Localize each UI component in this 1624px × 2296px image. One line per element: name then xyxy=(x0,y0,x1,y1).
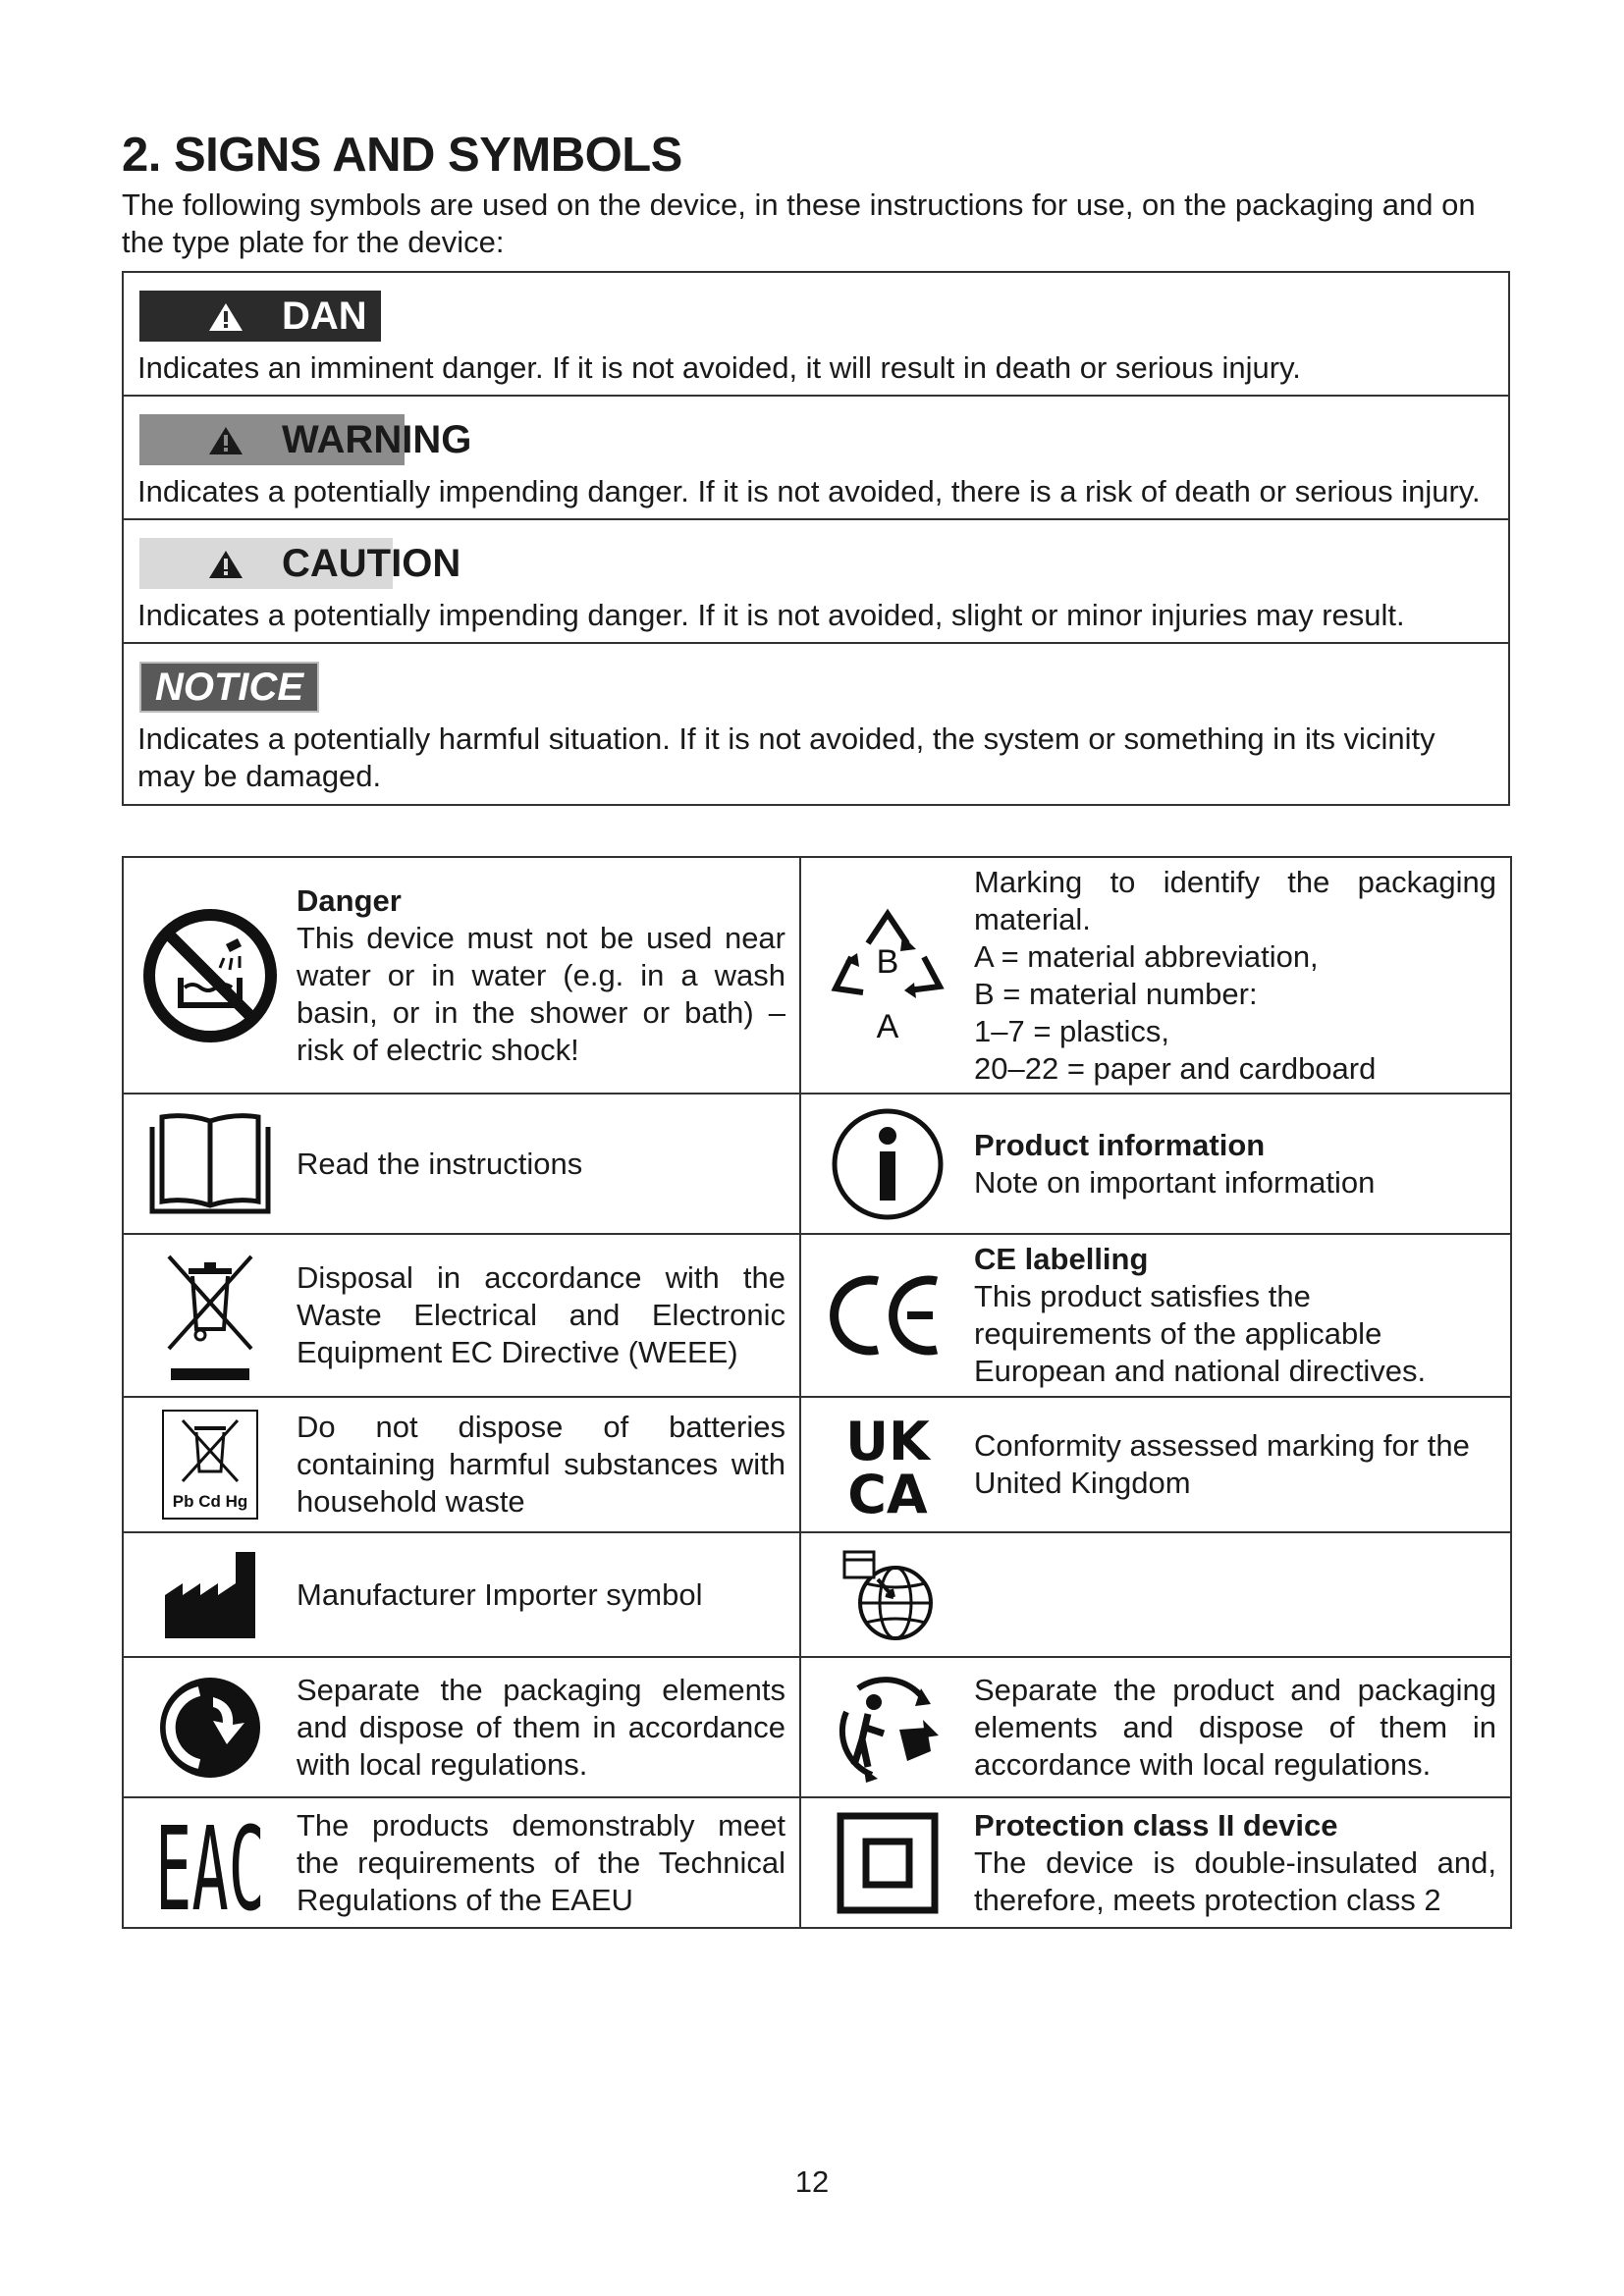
product-info-title: Product information xyxy=(974,1127,1266,1162)
table-row xyxy=(123,1397,1511,1532)
table-cell xyxy=(800,1397,1511,1532)
importer-globe-icon xyxy=(801,1546,974,1644)
eac-icon xyxy=(124,1800,297,1937)
warning-triangle-icon xyxy=(208,550,244,579)
batteries-text: Do not dispose of batteries containing harmful substances with household waste xyxy=(297,1410,785,1519)
recycling-line: Marking to identify the packaging material. xyxy=(974,864,1496,936)
table-cell xyxy=(800,1234,1511,1397)
table-row xyxy=(123,857,1511,1094)
intro-text: The following symbols are used on the device, in these instructions for use, on the packaging and on the type plate for the device: xyxy=(122,187,1476,259)
separate-product-text: Separate the product and packaging elements and dispose of them in accordance with local regulations. xyxy=(974,1672,1496,1782)
green-dot-text: Separate the packaging elements and dispose of them in accordance with local regulations. xyxy=(297,1672,785,1782)
table-row xyxy=(123,1094,1511,1234)
table-cell xyxy=(123,1657,800,1797)
danger-symbol-text: This device must not be used near water or in water (e.g. in a wash basin, or in the shower or bath) – risk of electric shock! xyxy=(297,920,785,1067)
recycling-b-label: B xyxy=(876,942,899,981)
caution-description: Indicates a potentially impending danger. If it is not avoided, slight or minor injuries may result. xyxy=(137,598,1405,632)
ce-mark-icon xyxy=(801,1271,974,1360)
table-cell xyxy=(123,857,800,1094)
crossed-bin-icon xyxy=(124,1247,297,1384)
danger-word: DAN xyxy=(282,294,367,338)
warning-triangle-icon xyxy=(208,302,244,332)
table-cell xyxy=(800,1797,1511,1928)
recycle-person-icon xyxy=(801,1669,974,1787)
table-cell xyxy=(123,1234,800,1397)
recycling-line: B = material number: xyxy=(974,976,1258,1011)
signal-words-box xyxy=(122,271,1510,806)
table-cell xyxy=(800,857,1511,1094)
page-number: 12 xyxy=(794,2164,830,2199)
recycling-line: 1–7 = plastics, xyxy=(974,1013,1170,1048)
table-cell xyxy=(123,1397,800,1532)
green-dot-icon xyxy=(124,1674,297,1782)
warning-description: Indicates a potentially impending danger. If it is not avoided, there is a risk of death or serious injury. xyxy=(137,474,1481,508)
recycling-a-label: A xyxy=(876,1007,899,1045)
manufacturer-text: Manufacturer Importer symbol xyxy=(297,1576,703,1612)
no-water-icon xyxy=(124,907,297,1044)
recycling-line: 20–22 = paper and cardboard xyxy=(974,1050,1377,1086)
table-row xyxy=(123,1234,1511,1397)
weee-text: Disposal in accordance with the Waste Electrical and Electronic Equipment EC Directive (WEEE) xyxy=(297,1260,785,1369)
read-instructions-text: Read the instructions xyxy=(297,1146,583,1181)
table-cell xyxy=(800,1532,1511,1657)
ukca-icon xyxy=(801,1411,974,1525)
warning-row xyxy=(124,397,1508,520)
caution-word: CAUTION xyxy=(282,542,461,585)
ukca-top-label: UK xyxy=(845,1411,930,1472)
recycling-triangle-icon xyxy=(801,892,974,1059)
product-info-text: Note on important information xyxy=(974,1164,1376,1200)
table-row xyxy=(123,1532,1511,1657)
notice-description: Indicates a potentially harmful situation. If it is not avoided, the system or something in its vicinity may be damaged. xyxy=(137,721,1435,793)
symbols-table xyxy=(122,856,1512,1937)
caution-row xyxy=(124,520,1508,644)
warning-triangle-icon xyxy=(208,426,244,455)
protection-class-title: Protection class II device xyxy=(974,1807,1338,1842)
table-cell xyxy=(123,1797,800,1937)
table-cell xyxy=(123,1094,800,1234)
notice-tag: NOTICE xyxy=(139,662,319,713)
ce-title: CE labelling xyxy=(974,1242,1149,1276)
ukca-bottom-label: CA xyxy=(847,1464,928,1525)
ukca-text: Conformity assessed marking for the United Kingdom xyxy=(974,1428,1470,1500)
danger-description: Indicates an imminent danger. If it is not avoided, it will result in death or serious injury. xyxy=(137,350,1301,385)
danger-row xyxy=(124,273,1508,397)
recycling-line: A = material abbreviation, xyxy=(974,938,1319,974)
eac-label: EAC xyxy=(155,1800,265,1937)
page-title: 2. SIGNS AND SYMBOLS xyxy=(122,129,682,182)
table-row xyxy=(123,1657,1511,1797)
battery-icon-label: Pb Cd Hg xyxy=(172,1492,248,1511)
danger-symbol-title: Danger xyxy=(297,882,402,918)
factory-icon xyxy=(124,1550,297,1640)
battery-bin-icon xyxy=(124,1409,297,1521)
eac-text: The products demonstrably meet the requirements of the Technical Regulations of the EAEU xyxy=(297,1807,785,1917)
notice-row xyxy=(124,644,1508,804)
table-cell xyxy=(123,1532,800,1657)
ce-text: This product satisfies the requirements of the applicable European and national directives. xyxy=(974,1279,1427,1388)
double-square-icon xyxy=(801,1812,974,1914)
table-row xyxy=(123,1797,1511,1928)
warning-word: WARNING xyxy=(282,418,472,461)
info-icon xyxy=(801,1106,974,1222)
table-cell xyxy=(800,1657,1511,1797)
table-cell xyxy=(800,1094,1511,1234)
book-icon xyxy=(124,1109,297,1219)
protection-class-text: The device is double-insulated and, therefore, meets protection class 2 xyxy=(974,1844,1496,1917)
